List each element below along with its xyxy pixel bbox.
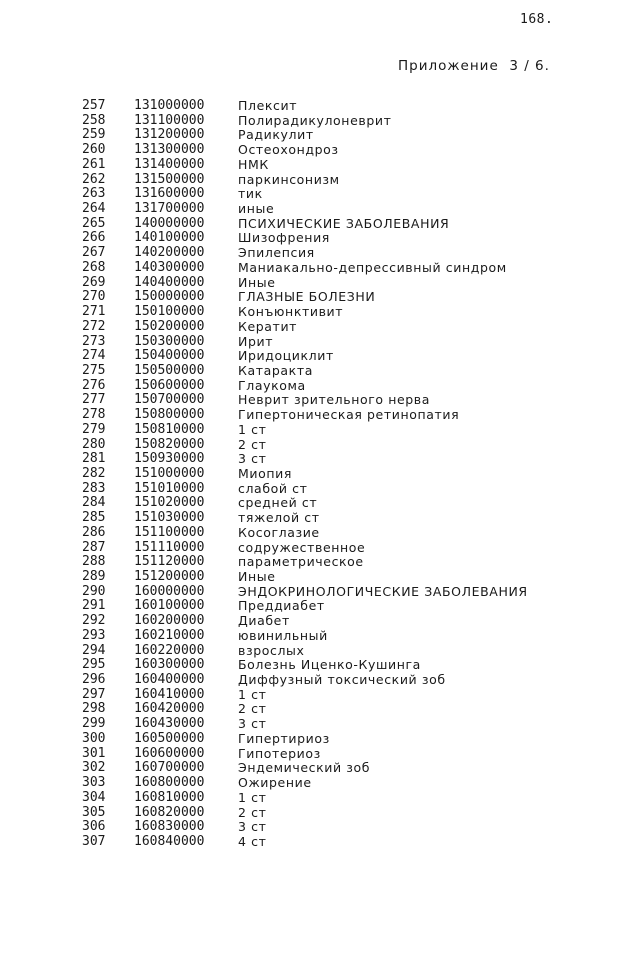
row-disease-name: содружественное — [238, 539, 366, 555]
row-disease-name: Неврит зрительного нерва — [238, 392, 431, 408]
row-disease-name: 1 ст — [238, 686, 267, 702]
page-number: 168. — [520, 12, 554, 27]
list-item — [0, 379, 632, 394]
row-number: 302 — [82, 760, 106, 776]
row-number: 294 — [82, 642, 106, 658]
list-item — [0, 614, 632, 629]
row-number: 272 — [82, 318, 106, 334]
row-disease-name: Эпилепсия — [238, 245, 315, 261]
list-item — [0, 202, 632, 217]
row-number: 305 — [82, 804, 106, 820]
row-code: 160430000 — [134, 716, 205, 732]
list-item — [0, 835, 632, 850]
row-code: 160410000 — [134, 686, 205, 702]
list-item — [0, 158, 632, 173]
list-item — [0, 644, 632, 659]
row-disease-name: Иридоциклит — [238, 348, 334, 364]
list-item — [0, 423, 632, 438]
row-number: 258 — [82, 112, 106, 128]
row-number: 257 — [82, 98, 106, 113]
list-item — [0, 246, 632, 261]
list-item — [0, 452, 632, 467]
list-item — [0, 761, 632, 776]
list-item — [0, 732, 632, 747]
list-item — [0, 658, 632, 673]
row-number: 298 — [82, 701, 106, 717]
row-disease-name: Гипертоническая ретинопатия — [238, 407, 460, 423]
row-number: 293 — [82, 627, 106, 643]
list-item — [0, 806, 632, 821]
row-disease-name: иные — [238, 201, 275, 217]
list-item — [0, 820, 632, 835]
list-item — [0, 114, 632, 129]
row-number: 303 — [82, 775, 106, 791]
list-item — [0, 364, 632, 379]
list-item — [0, 555, 632, 570]
row-number: 277 — [82, 392, 106, 408]
list-item — [0, 290, 632, 305]
row-number: 264 — [82, 201, 106, 217]
list-item — [0, 231, 632, 246]
row-disease-name: Эндемический зоб — [238, 760, 371, 776]
row-number: 271 — [82, 304, 106, 320]
row-number: 263 — [82, 186, 106, 202]
row-number: 300 — [82, 730, 106, 746]
row-code: 131600000 — [134, 186, 205, 202]
row-number: 304 — [82, 789, 106, 805]
row-code: 131200000 — [134, 127, 205, 143]
row-number: 283 — [82, 480, 106, 496]
row-code: 150200000 — [134, 318, 205, 334]
row-disease-name: 1 ст — [238, 421, 267, 437]
row-disease-name: Преддиабет — [238, 598, 325, 614]
row-code: 151200000 — [134, 569, 205, 584]
row-disease-name: Диабет — [238, 613, 290, 629]
row-disease-name: взрослых — [238, 642, 305, 658]
row-number: 288 — [82, 554, 106, 570]
row-disease-name: Болезнь Иценко-Кушинга — [238, 657, 421, 673]
row-code: 160800000 — [134, 775, 205, 791]
list-item — [0, 467, 632, 482]
row-number: 299 — [82, 716, 106, 732]
row-disease-name: паркинсонизм — [238, 171, 340, 187]
disease-code-list — [0, 99, 632, 850]
row-disease-name: 3 ст — [238, 819, 267, 835]
row-number: 306 — [82, 819, 106, 835]
row-number: 284 — [82, 495, 106, 511]
row-disease-name: ювинильный — [238, 627, 328, 643]
row-disease-name: 2 ст — [238, 804, 267, 820]
row-number: 296 — [82, 672, 106, 688]
row-number: 274 — [82, 348, 106, 364]
row-code: 140100000 — [134, 230, 205, 246]
row-number: 295 — [82, 657, 106, 673]
row-disease-name: Ожирение — [238, 775, 312, 791]
row-disease-name: Радикулит — [238, 127, 314, 143]
row-number: 259 — [82, 127, 106, 143]
list-item — [0, 585, 632, 600]
row-code: 151020000 — [134, 495, 205, 511]
row-code: 160500000 — [134, 730, 205, 746]
list-item — [0, 393, 632, 408]
list-item — [0, 673, 632, 688]
row-code: 150100000 — [134, 304, 205, 320]
row-disease-name: Маниакально-депрессивный синдром — [238, 259, 507, 275]
row-code: 151030000 — [134, 510, 205, 526]
row-code: 160840000 — [134, 833, 205, 849]
row-code: 160700000 — [134, 760, 205, 776]
row-code: 150700000 — [134, 392, 205, 408]
appendix-label: Приложение 3 / 6. — [398, 58, 550, 74]
row-number: 281 — [82, 451, 106, 467]
list-item — [0, 791, 632, 806]
row-code: 131000000 — [134, 98, 205, 113]
row-code: 131300000 — [134, 142, 205, 158]
list-item — [0, 482, 632, 497]
row-code: 151100000 — [134, 524, 205, 540]
row-code: 160820000 — [134, 804, 205, 820]
row-number: 289 — [82, 569, 106, 584]
list-item — [0, 717, 632, 732]
row-disease-name: Кератит — [238, 318, 298, 334]
row-code: 150820000 — [134, 436, 205, 452]
row-number: 273 — [82, 333, 106, 349]
row-code: 131700000 — [134, 201, 205, 217]
row-code: 151010000 — [134, 480, 205, 496]
list-item — [0, 599, 632, 614]
row-code: 150810000 — [134, 421, 205, 437]
row-disease-name: средней ст — [238, 495, 318, 511]
row-code: 150930000 — [134, 451, 205, 467]
list-item — [0, 143, 632, 158]
list-item — [0, 217, 632, 232]
row-disease-name: Шизофрения — [238, 230, 330, 246]
row-disease-name: Диффузный токсический зоб — [238, 672, 446, 688]
row-number: 287 — [82, 539, 106, 555]
row-number: 279 — [82, 421, 106, 437]
row-disease-name: Плексит — [238, 98, 298, 113]
row-number: 267 — [82, 245, 106, 261]
row-disease-name: Иные — [238, 274, 276, 290]
row-disease-name: тяжелой ст — [238, 510, 320, 526]
row-disease-name: 1 ст — [238, 789, 267, 805]
row-code: 160200000 — [134, 613, 205, 629]
row-code: 151000000 — [134, 465, 205, 481]
row-code: 160000000 — [134, 583, 205, 599]
list-item — [0, 438, 632, 453]
row-number: 285 — [82, 510, 106, 526]
row-code: 140300000 — [134, 259, 205, 275]
list-item — [0, 349, 632, 364]
list-item — [0, 99, 632, 114]
row-code: 150500000 — [134, 362, 205, 378]
row-number: 278 — [82, 407, 106, 423]
row-number: 260 — [82, 142, 106, 158]
row-number: 261 — [82, 156, 106, 172]
list-item — [0, 541, 632, 556]
row-code: 150300000 — [134, 333, 205, 349]
row-number: 269 — [82, 274, 106, 290]
row-number: 292 — [82, 613, 106, 629]
list-item — [0, 305, 632, 320]
row-code: 150000000 — [134, 289, 205, 305]
list-item — [0, 261, 632, 276]
row-disease-name: ПСИХИЧЕСКИЕ ЗАБОЛЕВАНИЯ — [238, 215, 450, 231]
list-item — [0, 276, 632, 291]
row-number: 266 — [82, 230, 106, 246]
list-item — [0, 128, 632, 143]
row-code: 140000000 — [134, 215, 205, 231]
row-code: 131100000 — [134, 112, 205, 128]
row-disease-name: Гипертириоз — [238, 730, 330, 746]
row-number: 268 — [82, 259, 106, 275]
list-item — [0, 702, 632, 717]
row-disease-name: 2 ст — [238, 436, 267, 452]
list-item — [0, 688, 632, 703]
row-disease-name: ЭНДОКРИНОЛОГИЧЕСКИЕ ЗАБОЛЕВАНИЯ — [238, 583, 528, 599]
row-code: 151120000 — [134, 554, 205, 570]
row-number: 307 — [82, 833, 106, 849]
row-disease-name: Гипотериоз — [238, 745, 321, 761]
row-code: 160810000 — [134, 789, 205, 805]
list-item — [0, 496, 632, 511]
row-code: 160830000 — [134, 819, 205, 835]
row-code: 160100000 — [134, 598, 205, 614]
row-code: 160210000 — [134, 627, 205, 643]
row-number: 301 — [82, 745, 106, 761]
row-disease-name: Остеохондроз — [238, 142, 339, 158]
row-disease-name: Косоглазие — [238, 524, 320, 540]
row-code: 160400000 — [134, 672, 205, 688]
list-item — [0, 526, 632, 541]
row-number: 275 — [82, 362, 106, 378]
list-item — [0, 747, 632, 762]
row-disease-name: 2 ст — [238, 701, 267, 717]
row-number: 286 — [82, 524, 106, 540]
row-disease-name: Глаукома — [238, 377, 306, 393]
row-code: 151110000 — [134, 539, 205, 555]
row-code: 150800000 — [134, 407, 205, 423]
row-disease-name: 4 ст — [238, 833, 267, 849]
row-code: 150400000 — [134, 348, 205, 364]
row-disease-name: ГЛАЗНЫЕ БОЛЕЗНИ — [238, 289, 376, 305]
row-disease-name: тик — [238, 186, 263, 202]
row-disease-name: Ирит — [238, 333, 274, 349]
row-number: 282 — [82, 465, 106, 481]
row-code: 140200000 — [134, 245, 205, 261]
row-disease-name: Катаракта — [238, 362, 313, 378]
list-item — [0, 335, 632, 350]
row-disease-name: 3 ст — [238, 716, 267, 732]
row-disease-name: НМК — [238, 156, 269, 172]
row-code: 150600000 — [134, 377, 205, 393]
row-number: 297 — [82, 686, 106, 702]
list-item — [0, 511, 632, 526]
list-item — [0, 570, 632, 585]
row-number: 270 — [82, 289, 106, 305]
row-disease-name: Иные — [238, 569, 276, 584]
row-code: 140400000 — [134, 274, 205, 290]
list-item — [0, 320, 632, 335]
list-item — [0, 629, 632, 644]
row-code: 160220000 — [134, 642, 205, 658]
row-number: 291 — [82, 598, 106, 614]
list-item — [0, 408, 632, 423]
row-disease-name: Полирадикулоневрит — [238, 112, 392, 128]
row-code: 131400000 — [134, 156, 205, 172]
row-number: 280 — [82, 436, 106, 452]
row-code: 160600000 — [134, 745, 205, 761]
list-item — [0, 776, 632, 791]
row-number: 265 — [82, 215, 106, 231]
row-disease-name: Миопия — [238, 465, 292, 481]
row-number: 276 — [82, 377, 106, 393]
row-disease-name: параметрическое — [238, 554, 364, 570]
row-number: 290 — [82, 583, 106, 599]
list-item — [0, 187, 632, 202]
list-item — [0, 173, 632, 188]
row-number: 262 — [82, 171, 106, 187]
row-code: 160420000 — [134, 701, 205, 717]
row-disease-name: Конъюнктивит — [238, 304, 344, 320]
row-disease-name: 3 ст — [238, 451, 267, 467]
row-disease-name: слабой ст — [238, 480, 308, 496]
row-code: 160300000 — [134, 657, 205, 673]
row-code: 131500000 — [134, 171, 205, 187]
